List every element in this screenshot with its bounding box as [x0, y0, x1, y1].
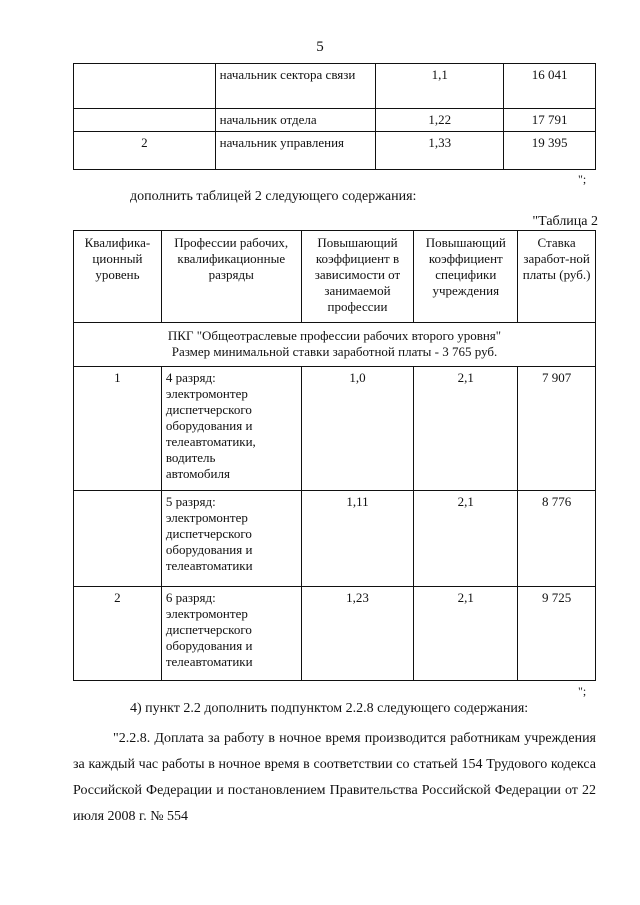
table-row	[74, 587, 596, 681]
table-header-row	[74, 231, 596, 323]
column-header: Профессии рабочих, квалификационные разряды	[161, 231, 301, 323]
table-cell: 2,1	[414, 587, 518, 681]
column-header: Повышающий коэффициент в зависимости от занимаемой профессии	[301, 231, 414, 323]
table-cell: 1,23	[301, 587, 414, 681]
table-cell	[74, 64, 216, 109]
closing-quote: ";	[578, 172, 587, 186]
table-cell: 8 776	[518, 491, 596, 587]
closing-quote: ";	[578, 684, 587, 698]
table-cell	[74, 491, 162, 587]
column-header: Квалифика-ционный уровень	[74, 231, 162, 323]
salary-table-continuation	[73, 63, 596, 170]
table-cell: начальник отдела	[215, 109, 376, 132]
group-min-rate: Размер минимальной ставки заработной платы - 3 765 руб.	[171, 344, 498, 359]
table-cell	[161, 587, 301, 681]
salary-table-2	[73, 230, 596, 681]
table-cell: 9 725	[518, 587, 596, 681]
table-cell: 2	[74, 587, 162, 681]
table-cell: 2,1	[414, 367, 518, 491]
table-cell: 1,33	[376, 132, 504, 170]
table-row	[74, 367, 596, 491]
table-row	[74, 491, 596, 587]
table-cell: 16 041	[504, 64, 596, 109]
table-cell: 7 907	[518, 367, 596, 491]
group-row	[74, 323, 596, 367]
page-number: 5	[316, 39, 324, 55]
table-cell: 2,1	[414, 491, 518, 587]
profession-text: 5 разряд: электромонтер диспетчерского оборудования и телеавтоматики	[165, 494, 253, 573]
table-cell: 19 395	[504, 132, 596, 170]
table-row	[74, 132, 596, 170]
intro-text: дополнить таблицей 2 следующего содержания:	[130, 189, 417, 204]
table-cell	[161, 491, 301, 587]
group-title: ПКГ "Общеотраслевые профессии рабочих второго уровня"	[167, 328, 502, 343]
profession-text: 4 разряд: электромонтер диспетчерского оборудования и телеавтоматики, водитель автомобиля	[165, 370, 256, 481]
table-cell: 1,11	[301, 491, 414, 587]
column-header: Повышающий коэффициент специфики учреждения	[414, 231, 518, 323]
paragraph-text: "2.2.8. Доплата за работу в ночное время производится работникам учреждения за каждый час работы в ночное время в соответствии со статьей 154 Трудового кодекса Российской Федерации и постановлением Правительства Российской Федерации от 22 июля 2008 г. № 554	[73, 731, 596, 824]
table-cell	[74, 109, 216, 132]
table-cell: 17 791	[504, 109, 596, 132]
profession-text: 6 разряд: электромонтер диспетчерского оборудования и телеавтоматики	[165, 590, 253, 669]
table-cell: 1,22	[376, 109, 504, 132]
table-cell	[161, 367, 301, 491]
table-label: "Таблица 2	[532, 214, 598, 229]
table-cell: начальник сектора связи	[215, 64, 376, 109]
table-cell: 1,1	[376, 64, 504, 109]
table-cell: 1	[74, 367, 162, 491]
column-header: Ставка заработ-ной платы (руб.)	[518, 231, 596, 323]
list-item: 4) пункт 2.2 дополнить подпунктом 2.2.8 следующего содержания:	[130, 701, 529, 716]
table-cell: начальник управления	[215, 132, 376, 170]
group-cell	[74, 323, 596, 367]
table-row	[74, 109, 596, 132]
table-cell: 2	[74, 132, 216, 170]
table-row	[74, 64, 596, 109]
table-cell: 1,0	[301, 367, 414, 491]
